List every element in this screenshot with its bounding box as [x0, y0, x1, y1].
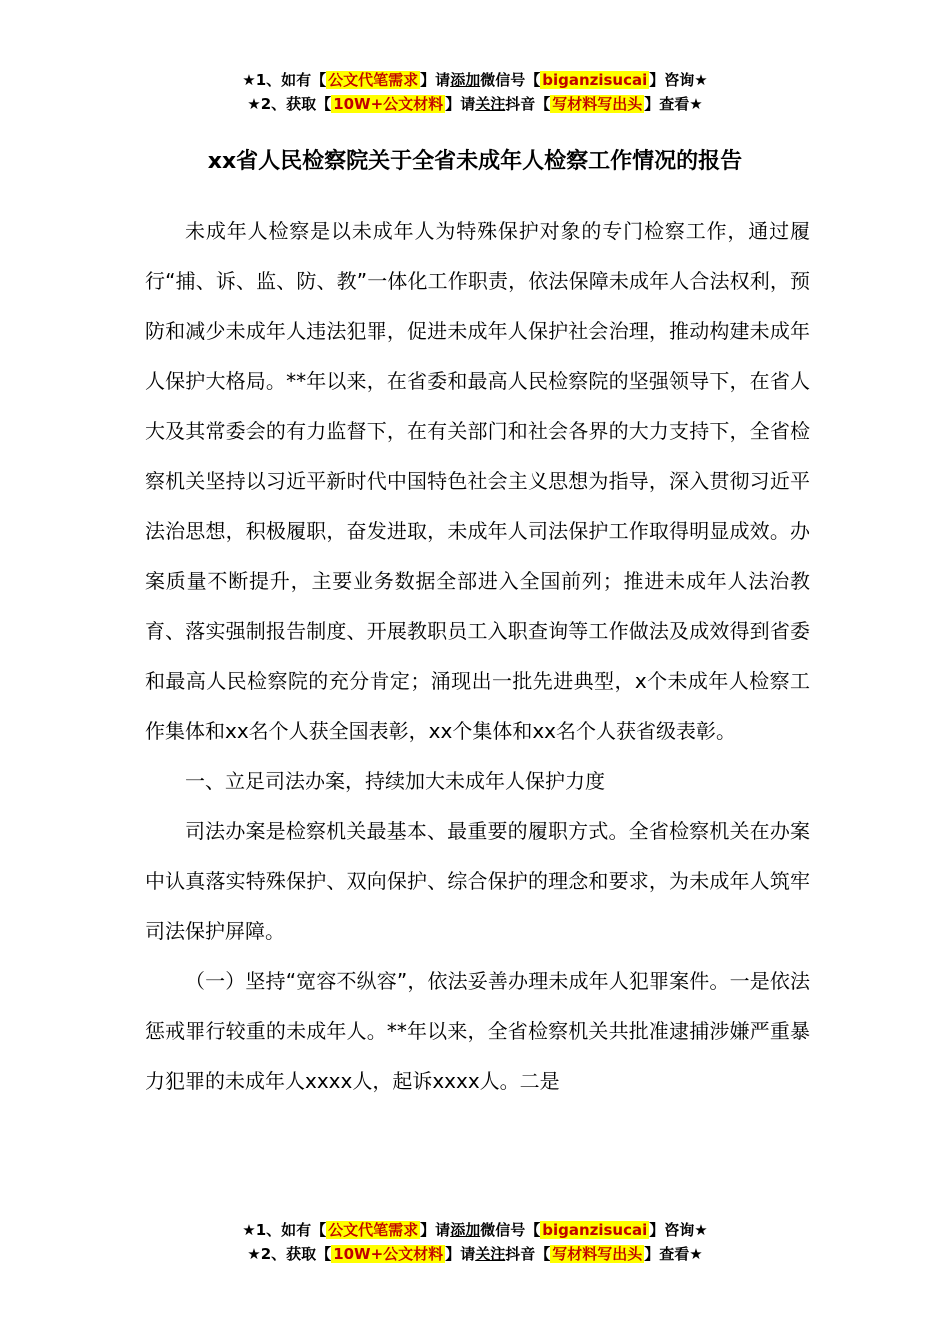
underlined-text: 关注 [475, 1245, 506, 1263]
highlight-douyin-id: 写材料写出头 [552, 1245, 643, 1263]
promo-banner-bottom [0, 1218, 950, 1266]
underlined-text: 添加 [450, 1221, 481, 1239]
underlined-text: 添加 [450, 71, 481, 89]
document-body [145, 206, 810, 1106]
promo-banner-top [0, 68, 950, 116]
promo-line-1: ★1、如有【 公文代笔需求 】请添加微信号【 biganzisucai 】咨询★ [242, 71, 708, 89]
highlight-wechat-id: biganzisucai [542, 71, 648, 89]
highlight-text: 10W+公文材料 [333, 1245, 444, 1263]
promo-line-1: ★1、如有【 公文代笔需求 】请添加微信号【 biganzisucai 】咨询★ [242, 1221, 708, 1239]
underlined-text: 关注 [475, 95, 506, 113]
document-title: xx省人民检察院关于全省未成年人检察工作情况的报告 [207, 149, 743, 174]
highlight-douyin-id: 写材料写出头 [552, 95, 643, 113]
paragraph-intro: 未成年人检察是以未成年人为特殊保护对象的专门检察工作，通过履行“捕、诉、监、防、教”一体化工作职责，依法保障未成年人合法权利，预防和减少未成年人违法犯罪，促进未成年人保护社会治理，推动构建未成年人保护大格局。**年以来，在省委和最高人民检察院的坚强领导下，在省人大及其常委会的有力监督下，在有关部门和社会各界的大力支持下，全省检察机关坚持以习近平新时代中国特色社会主义思想为指导，深入贯彻习近平法治思想，积极履职，奋发进取，未成年人司法保护工作取得明显成效。办案质量不断提升，主要业务数据全部进入全国前列；推进未成年人法治教育、落实强制报告制度、开展教职员工入职查询等工作做法及成效得到省委和最高人民检察院的充分肯定；涌现出一批先进典型，x个未成年人检察工作集体和xx名个人获全国表彰，xx个集体和xx名个人获省级表彰。 [145, 219, 810, 743]
promo-line-2: ★2、获取【 10W+公文材料 】请关注抖音【 写材料写出头 】查看★ [247, 95, 703, 113]
paragraph-subsection-1: （一）坚持“宽容不纵容”，依法妥善办理未成年人犯罪案件。一是依法惩戒罪行较重的未成年人。**年以来，全省检察机关共批准逮捕涉嫌严重暴力犯罪的未成年人xxxx人，起诉xxxx人。二是 [145, 969, 810, 1093]
paragraph-section-1: 司法办案是检察机关最基本、最重要的履职方式。全省检察机关在办案中认真落实特殊保护、双向保护、综合保护的理念和要求，为未成年人筑牢司法保护屏障。 [145, 819, 810, 943]
highlight-text: 公文代笔需求 [328, 1221, 419, 1239]
promo-line-2: ★2、获取【 10W+公文材料 】请关注抖音【 写材料写出头 】查看★ [247, 1245, 703, 1263]
highlight-wechat-id: biganzisucai [542, 1221, 648, 1239]
highlight-text: 公文代笔需求 [328, 71, 419, 89]
highlight-text: 10W+公文材料 [333, 95, 444, 113]
section-heading-1: 一、立足司法办案，持续加大未成年人保护力度 [185, 769, 605, 793]
